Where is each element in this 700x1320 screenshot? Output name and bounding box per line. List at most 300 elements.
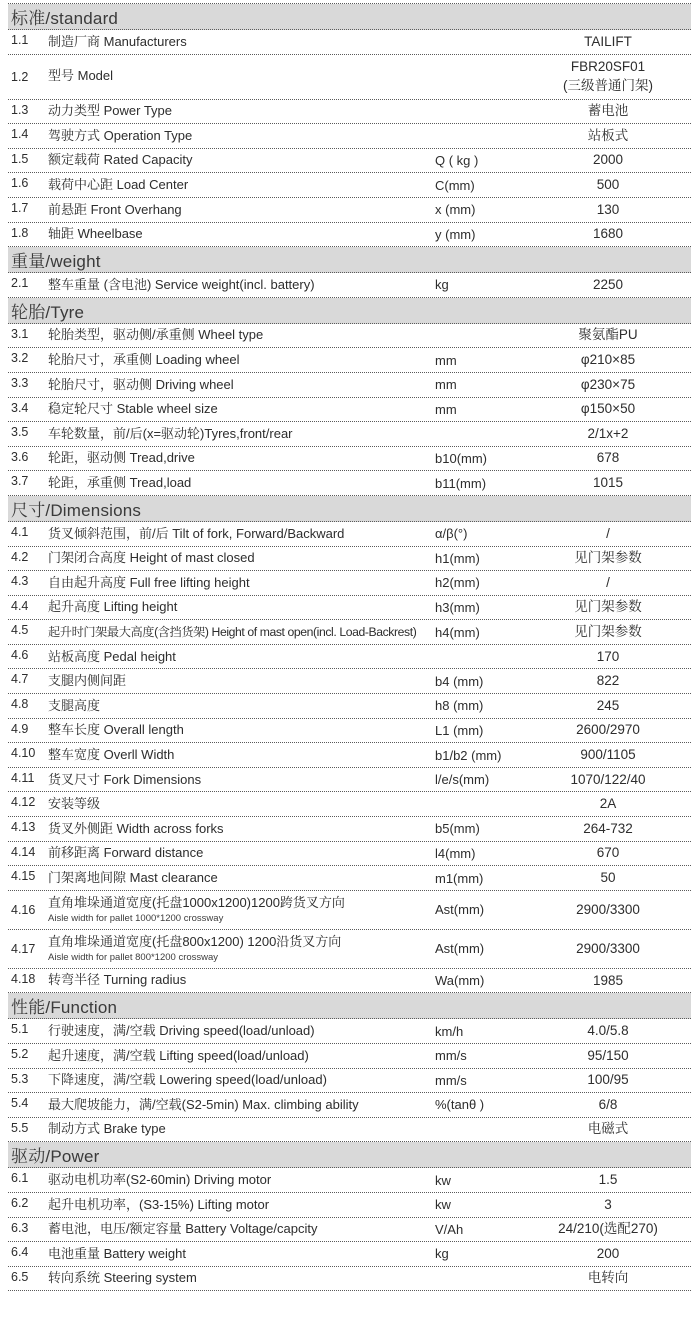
row-id: 1.8	[11, 225, 29, 240]
row-value-line1: 24/210(选配270)	[558, 1221, 658, 1237]
row-value-line1: 264-732	[583, 820, 633, 836]
spec-row	[8, 447, 691, 472]
spec-row	[8, 1242, 691, 1267]
section-header	[8, 4, 691, 30]
row-parameter-label: 型号 Model	[48, 68, 114, 84]
row-parameter-name	[48, 1048, 435, 1064]
row-id: 5.2	[11, 1047, 29, 1061]
row-parameter-label: 轮胎尺寸，承重侧 Loading wheel	[48, 352, 240, 368]
row-value-line1: 3	[604, 1196, 612, 1212]
spec-row	[8, 1118, 691, 1143]
row-id: 1.2	[11, 69, 29, 84]
row-id: 4.14	[11, 844, 36, 859]
row-parameter-label: 车轮数量，前/后(x=驱动轮)Tyres,front/rear	[48, 425, 293, 441]
row-value-line2: (三级普通门架)	[563, 77, 653, 93]
row-parameter-label: 起升高度 Lifting height	[48, 599, 178, 615]
section-header	[8, 247, 691, 273]
row-parameter-label: 制造厂商 Manufacturers	[48, 33, 187, 49]
row-parameter-label: 轴距 Wheelbase	[48, 226, 143, 242]
spec-row	[8, 373, 691, 398]
row-value	[525, 425, 691, 443]
row-value	[525, 972, 691, 990]
spec-row	[8, 198, 691, 223]
row-parameter-name	[48, 1097, 435, 1113]
row-unit: h1(mm)	[435, 550, 480, 566]
row-value-line1: 170	[596, 648, 620, 664]
row-parameter-label: 直角堆垛通道宽度(托盘800x1200) 1200沿货叉方向	[48, 934, 342, 950]
row-value	[525, 1220, 691, 1238]
row-value	[525, 225, 691, 243]
row-parameter-name	[48, 624, 435, 640]
row-parameter-label: 动力类型 Power Type	[48, 103, 173, 119]
row-unit: h2(mm)	[435, 575, 480, 591]
row-parameter-name	[48, 1197, 435, 1213]
row-value	[525, 1022, 691, 1040]
row-value-line1: 1.5	[598, 1172, 618, 1188]
row-unit: l/e/s(mm)	[435, 772, 490, 788]
row-parameter-name	[48, 599, 435, 615]
row-unit: h8 (mm)	[435, 698, 484, 714]
row-parameter-label: 前移距离 Forward distance	[48, 845, 204, 861]
row-value-line1: 2250	[592, 276, 624, 292]
row-parameter-name	[48, 327, 435, 343]
spec-row	[8, 768, 691, 793]
row-parameter-label: 制动方式 Brake type	[48, 1121, 166, 1137]
row-id: 6.1	[11, 1171, 29, 1186]
row-unit: mm	[435, 377, 457, 393]
row-value	[525, 672, 691, 690]
row-value	[525, 58, 691, 94]
row-parameter-name	[48, 426, 435, 442]
row-parameter-name	[48, 550, 435, 566]
row-unit: L1 (mm)	[435, 722, 484, 738]
row-parameter-label: 直角堆垛通道宽度(托盘1000x1200)1200跨货叉方向	[48, 895, 345, 911]
row-value	[525, 1171, 691, 1189]
row-value	[525, 102, 691, 120]
spec-row	[8, 547, 691, 572]
row-value	[525, 1096, 691, 1114]
row-parameter-name	[48, 1072, 435, 1088]
section-title: 重量/weight	[11, 252, 101, 272]
row-parameter-label: 整车宽度 Overll Width	[48, 746, 175, 762]
row-id: 4.13	[11, 820, 36, 835]
row-value-line1: 670	[596, 845, 620, 861]
spec-row	[8, 100, 691, 125]
row-value-line1: 2A	[599, 796, 617, 812]
row-parameter-name	[48, 226, 435, 242]
row-value-line1: 见门架参数	[574, 550, 642, 566]
row-parameter-label: 整车重量 (含电池) Service weight(incl. battery)	[48, 276, 315, 292]
row-id: 1.7	[11, 200, 29, 215]
row-value	[525, 940, 691, 958]
row-value-line1: 2000	[592, 152, 624, 168]
row-id: 4.3	[11, 574, 29, 589]
spec-row	[8, 930, 691, 969]
row-value-line1: 6/8	[598, 1096, 618, 1112]
row-unit: b10(mm)	[435, 451, 488, 467]
row-value-line1: 电磁式	[587, 1121, 629, 1137]
row-value-line1: 130	[596, 201, 620, 217]
row-value	[525, 598, 691, 616]
row-parameter-name	[48, 772, 435, 788]
section-title: 性能/Function	[11, 998, 118, 1018]
row-parameter-name	[48, 821, 435, 837]
row-id: 4.17	[11, 941, 36, 956]
row-unit: α/β(°)	[435, 526, 468, 542]
row-id: 4.15	[11, 869, 36, 884]
row-unit: V/Ah	[435, 1221, 464, 1237]
row-value	[525, 1071, 691, 1089]
row-value	[525, 844, 691, 862]
row-unit: km/h	[435, 1023, 464, 1039]
spec-row	[8, 55, 691, 100]
row-parameter-label: 自由起升高度 Full free lifting height	[48, 574, 250, 590]
row-unit: h3(mm)	[435, 599, 480, 615]
row-parameter-label: 轮胎类型，驱动侧/承重侧 Wheel type	[48, 327, 264, 343]
row-parameter-name	[48, 152, 435, 168]
row-parameter-name	[48, 934, 435, 963]
row-parameter-name	[48, 1246, 435, 1262]
row-value-line1: 电转向	[587, 1270, 629, 1286]
row-parameter-name	[48, 575, 435, 591]
row-parameter-name	[48, 475, 435, 491]
row-id: 1.4	[11, 127, 29, 142]
row-value-line1: 聚氨酯PU	[578, 327, 638, 343]
row-value-line1: φ230×75	[580, 376, 636, 392]
row-parameter-name	[48, 1023, 435, 1039]
row-parameter-name	[48, 177, 435, 193]
spec-row	[8, 866, 691, 891]
row-id: 6.2	[11, 1195, 29, 1210]
row-parameter-name	[48, 895, 435, 924]
spec-row	[8, 694, 691, 719]
row-value-line1: 200	[596, 1245, 620, 1261]
row-id: 4.10	[11, 746, 36, 761]
row-value	[525, 201, 691, 219]
row-unit: Wa(mm)	[435, 973, 485, 989]
row-parameter-name	[48, 34, 435, 50]
section-header	[8, 1142, 691, 1168]
row-parameter-name	[48, 377, 435, 393]
row-value	[525, 1047, 691, 1065]
row-value	[525, 33, 691, 51]
spec-row	[8, 422, 691, 447]
row-parameter-label: 前悬距 Front Overhang	[48, 201, 182, 217]
row-parameter-label: 轮距，承重侧 Tread,load	[48, 474, 192, 490]
row-parameter-name	[48, 1221, 435, 1237]
row-value	[525, 623, 691, 641]
spec-row	[8, 1193, 691, 1218]
row-value	[525, 525, 691, 543]
row-id: 5.3	[11, 1071, 29, 1086]
spec-row	[8, 817, 691, 842]
spec-row	[8, 324, 691, 349]
row-id: 4.7	[11, 672, 29, 687]
row-id: 3.5	[11, 425, 29, 440]
row-unit: m1(mm)	[435, 870, 484, 886]
row-value	[525, 449, 691, 467]
row-value	[525, 400, 691, 418]
spec-row	[8, 620, 691, 645]
spec-row	[8, 149, 691, 174]
row-id: 4.5	[11, 623, 29, 638]
row-id: 6.5	[11, 1269, 29, 1284]
row-parameter-label: 转向系统 Steering system	[48, 1270, 197, 1286]
spec-row	[8, 969, 691, 994]
row-parameter-label: 货叉尺寸 Fork Dimensions	[48, 771, 202, 787]
spec-row	[8, 1093, 691, 1118]
spec-row	[8, 223, 691, 248]
row-parameter-name	[48, 202, 435, 218]
row-parameter-name	[48, 698, 435, 714]
row-id: 4.4	[11, 598, 29, 613]
row-value-line1: 500	[596, 177, 620, 193]
row-unit: mm	[435, 352, 457, 368]
section-title: 标准/standard	[11, 9, 119, 28]
row-value	[525, 1120, 691, 1138]
row-parameter-name	[48, 722, 435, 738]
row-value	[525, 1245, 691, 1263]
row-id: 2.1	[11, 276, 29, 291]
row-id: 3.1	[11, 326, 29, 341]
row-parameter-name	[48, 972, 435, 988]
spec-row	[8, 1044, 691, 1069]
row-unit: kw	[435, 1172, 451, 1188]
row-id: 3.6	[11, 449, 29, 464]
row-unit: b1/b2 (mm)	[435, 747, 502, 763]
row-value-line1: 822	[596, 673, 620, 689]
spec-row	[8, 273, 691, 298]
row-value	[525, 376, 691, 394]
row-parameter-label: 货叉外侧距 Width across forks	[48, 820, 224, 836]
row-parameter-label: 电池重量 Battery weight	[48, 1245, 186, 1261]
row-parameter-sublabel: Aisle width for pallet 800*1200 crossway	[48, 951, 219, 963]
spec-row	[8, 522, 691, 547]
spec-row	[8, 1267, 691, 1292]
row-parameter-name	[48, 747, 435, 763]
row-unit: x (mm)	[435, 202, 476, 218]
row-id: 4.1	[11, 524, 29, 539]
row-value-line1: 50	[600, 869, 616, 885]
row-value	[525, 574, 691, 592]
row-parameter-name	[48, 796, 435, 812]
spec-row	[8, 891, 691, 930]
row-id: 6.3	[11, 1220, 29, 1235]
row-parameter-label: 驾驶方式 Operation Type	[48, 127, 193, 143]
row-parameter-label: 门架离地间隙 Mast clearance	[48, 869, 218, 885]
row-value	[525, 549, 691, 567]
section-title: 轮胎/Tyre	[11, 302, 85, 322]
row-value-line1: φ210×85	[580, 352, 636, 368]
row-parameter-label: 起升速度，满/空载 Lifting speed(load/unload)	[48, 1047, 309, 1063]
row-value-line1: 245	[596, 697, 620, 713]
spec-row	[8, 1019, 691, 1044]
row-value	[525, 276, 691, 294]
row-value-line1: φ150×50	[580, 401, 636, 417]
row-value	[525, 771, 691, 789]
row-parameter-name	[48, 870, 435, 886]
spec-row	[8, 719, 691, 744]
spec-row	[8, 571, 691, 596]
row-parameter-label: 站板高度 Pedal height	[48, 648, 176, 664]
row-parameter-name	[48, 450, 435, 466]
row-unit: Ast(mm)	[435, 902, 485, 918]
row-parameter-label: 驱动电机功率(S2-60min) Driving motor	[48, 1172, 272, 1188]
row-parameter-name	[48, 352, 435, 368]
row-value-line1: 2900/3300	[576, 940, 640, 956]
row-parameter-name	[48, 1270, 435, 1286]
row-value-line1: 2/1x+2	[587, 425, 629, 441]
row-id: 4.18	[11, 971, 36, 986]
row-unit: b4 (mm)	[435, 673, 484, 689]
row-value-line1: /	[606, 525, 610, 541]
spec-row	[8, 1069, 691, 1094]
row-value-line1: 蓄电池	[587, 103, 629, 119]
row-parameter-name	[48, 649, 435, 665]
row-value	[525, 127, 691, 145]
row-unit: l4(mm)	[435, 845, 476, 861]
row-id: 5.1	[11, 1022, 29, 1037]
row-id: 3.3	[11, 375, 29, 390]
section-title: 尺寸/Dimensions	[11, 500, 142, 520]
row-id: 5.5	[11, 1120, 29, 1135]
row-parameter-label: 下降速度，满/空载 Lowering speed(load/unload)	[48, 1072, 327, 1088]
row-parameter-label: 门架闭合高度 Height of mast closed	[48, 550, 255, 566]
spec-row	[8, 30, 691, 55]
row-value-line1: TAILIFT	[584, 33, 632, 49]
row-value	[525, 820, 691, 838]
row-id: 6.4	[11, 1245, 29, 1260]
row-value-line1: 100/95	[587, 1072, 629, 1088]
row-unit: kg	[435, 1246, 449, 1262]
row-value-line1: 1680	[592, 226, 624, 242]
spec-row	[8, 669, 691, 694]
row-parameter-label: 支腿高度	[48, 697, 101, 713]
row-parameter-name	[48, 526, 435, 542]
row-unit: C(mm)	[435, 177, 475, 193]
row-parameter-label: 最大爬坡能力，满/空载(S2-5min) Max. climbing ability	[48, 1096, 359, 1112]
row-id: 3.4	[11, 400, 29, 415]
row-parameter-label: 载荷中心距 Load Center	[48, 177, 189, 193]
spec-row	[8, 471, 691, 496]
row-id: 3.7	[11, 474, 29, 489]
row-value-line1: FBR20SF01	[570, 59, 646, 75]
row-unit: %(tanθ )	[435, 1097, 485, 1113]
section-title: 驱动/Power	[11, 1147, 100, 1167]
row-parameter-name	[48, 103, 435, 119]
row-unit: mm/s	[435, 1072, 467, 1088]
row-value	[525, 901, 691, 919]
row-parameter-label: 转弯半径 Turning radius	[48, 972, 187, 988]
row-parameter-label: 蓄电池，电压/额定容量 Battery Voltage/capcity	[48, 1221, 318, 1237]
row-unit: Ast(mm)	[435, 941, 485, 957]
spec-row	[8, 173, 691, 198]
row-id: 4.6	[11, 647, 29, 662]
row-id: 1.1	[11, 33, 29, 47]
row-value	[525, 326, 691, 344]
row-value	[525, 1196, 691, 1214]
row-parameter-name	[48, 128, 435, 144]
row-unit: kw	[435, 1197, 451, 1213]
row-id: 4.11	[11, 770, 35, 785]
row-id: 5.4	[11, 1096, 29, 1111]
spec-row	[8, 743, 691, 768]
row-id: 4.2	[11, 549, 29, 564]
row-value	[525, 151, 691, 169]
spec-table-body	[8, 4, 691, 1291]
row-unit: Q ( kg )	[435, 153, 479, 169]
row-unit: y (mm)	[435, 226, 476, 242]
row-value-line1: 1070/122/40	[570, 771, 646, 787]
section-header	[8, 496, 691, 522]
row-parameter-label: 起升电机功率，(S3-15%) Lifting motor	[48, 1196, 270, 1212]
row-value-line1: 2600/2970	[576, 722, 640, 738]
spec-row	[8, 645, 691, 670]
row-value	[525, 176, 691, 194]
row-parameter-label: 额定载荷 Rated Capacity	[48, 152, 193, 168]
row-id: 1.5	[11, 151, 29, 166]
spec-row	[8, 842, 691, 867]
row-parameter-sublabel: Aisle width for pallet 1000*1200 crossway	[48, 912, 224, 924]
row-parameter-label: 起升时门架最大高度(含挡货架) Height of mast open(incl. Load-Backrest)	[48, 624, 417, 639]
spec-sheet-page	[0, 3, 700, 1320]
row-value	[525, 795, 691, 813]
row-unit: kg	[435, 277, 449, 293]
row-id: 4.16	[11, 902, 36, 917]
section-header	[8, 298, 691, 324]
row-value-line1: 1015	[592, 475, 624, 490]
row-id: 3.2	[11, 351, 29, 366]
spec-row	[8, 792, 691, 817]
spec-row	[8, 348, 691, 373]
row-value	[525, 869, 691, 887]
row-parameter-label: 行驶速度，满/空载 Driving speed(load/unload)	[48, 1023, 315, 1039]
row-parameter-name	[48, 673, 435, 689]
row-id: 1.3	[11, 102, 29, 117]
spec-row	[8, 596, 691, 621]
row-value-line1: 见门架参数	[574, 599, 642, 615]
row-value-line1: 900/1105	[580, 746, 636, 762]
spec-row	[8, 1218, 691, 1243]
row-value	[525, 697, 691, 715]
row-unit: b5(mm)	[435, 821, 480, 837]
row-value	[525, 648, 691, 666]
row-value-line1: 2900/3300	[576, 901, 640, 917]
row-value-line1: 见门架参数	[574, 623, 642, 639]
row-parameter-label: 货叉倾斜范围，前/后 Tilt of fork, Forward/Backward	[48, 525, 345, 541]
spec-row	[8, 124, 691, 149]
row-value	[525, 746, 691, 764]
row-value-line1: 1985	[592, 972, 624, 988]
row-value-line1: /	[606, 574, 610, 590]
row-parameter-label: 轮距，驱动侧 Tread,drive	[48, 450, 195, 466]
row-parameter-label: 整车长度 Overall length	[48, 722, 184, 738]
row-id: 4.9	[11, 721, 29, 736]
row-unit: mm/s	[435, 1048, 467, 1064]
row-id: 1.6	[11, 176, 29, 191]
row-parameter-name	[48, 68, 435, 84]
row-parameter-name	[48, 277, 435, 293]
row-unit: b11(mm)	[435, 475, 487, 491]
row-id: 4.8	[11, 697, 29, 712]
row-id: 4.12	[11, 795, 36, 810]
row-value	[525, 1269, 691, 1287]
row-parameter-name	[48, 401, 435, 417]
row-unit: mm	[435, 401, 457, 417]
row-value-line1: 站板式	[587, 127, 629, 143]
row-parameter-name	[48, 1172, 435, 1188]
row-parameter-label: 安装等级	[48, 796, 101, 812]
